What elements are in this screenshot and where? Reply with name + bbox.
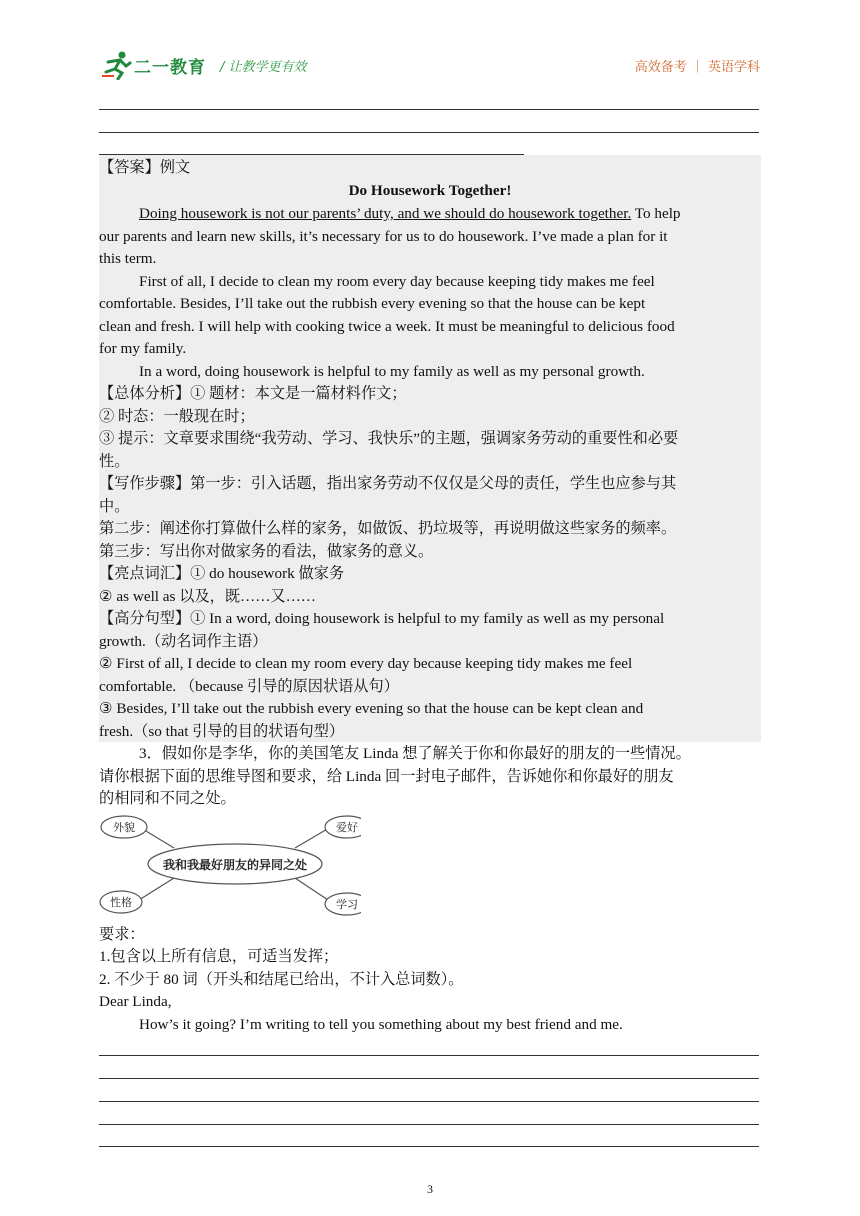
requirement-item: 2. 不少于 80 词（开头和结尾已给出，不计入总词数）。: [99, 971, 464, 988]
analysis-line: 【总体分析】① 题材：本文是一篇材料作文；: [99, 385, 407, 402]
writing-line[interactable]: [99, 1146, 759, 1147]
sentence-pattern-line: ② First of all, I decide to clean my room every day because keeping tidy makes me feel: [99, 655, 633, 672]
essay-paragraph-line: our parents and learn new skills, it’s necessary for us to do housework. I’ve made a plan for it: [99, 228, 668, 245]
question-3-prompt: 的相同和不同之处。: [99, 790, 236, 807]
analysis-line: ② 时态：一般现在时；: [99, 408, 255, 425]
writing-steps-line: 【写作步骤】第一步：引入话题，指出家务劳动不仅仅是父母的责任，学生也应参与其: [99, 475, 677, 492]
runner-logo-icon: [100, 50, 134, 80]
requirement-item: 1.包含以上所有信息，可适当发挥；: [99, 948, 339, 965]
vocabulary-line: ② as well as 以及，既……又……: [99, 588, 316, 605]
writing-line[interactable]: [99, 1124, 759, 1125]
writing-line[interactable]: [99, 1078, 759, 1079]
header-subject: 高效备考 ｜ 英语学科: [634, 60, 760, 75]
essay-paragraph-line: comfortable. Besides, I’ll take out the rubbish every evening so that the house can be kept: [99, 295, 646, 312]
mind-map-label-personality: 性格: [110, 896, 132, 909]
essay-paragraph-line: [99, 204, 801, 224]
topic-sentence: Doing housework is not our parents’ duty, and we should do housework together.: [139, 205, 632, 222]
answer-label: 【答案】例文: [99, 159, 191, 176]
essay-title: Do Housework Together!: [348, 182, 512, 199]
sentence-pattern-line: fresh.（so that 引导的目的状语句型）: [99, 723, 345, 740]
sentence-pattern-line: ③ Besides, I’ll take out the rubbish every evening so that the house can be kept clean and: [99, 700, 644, 717]
letter-greeting: Dear Linda,: [99, 993, 172, 1010]
essay-text: To help: [631, 205, 681, 222]
mind-map-label-appearance: 外貌: [113, 821, 135, 834]
sentence-pattern-line: 【高分句型】① In a word, doing housework is helpful to my family as well as my personal: [99, 610, 665, 627]
page-header: [100, 50, 760, 80]
essay-paragraph-line: for my family.: [99, 340, 187, 357]
mind-map-label-study: 学习: [336, 898, 358, 911]
mind-map-label-hobby: 爱好: [336, 821, 358, 834]
analysis-line: ③ 提示：文章要求围绕“我劳动、学习、我快乐”的主题，强调家务劳动的重要性和必要: [99, 430, 679, 447]
answer-blank-line: [99, 109, 759, 110]
question-3-prompt: 3．假如你是李华，你的美国笔友 Linda 想了解关于你和你最好的朋友的一些情况。: [139, 745, 691, 762]
page-number: 3: [427, 1182, 433, 1196]
analysis-line: 性。: [99, 453, 130, 470]
letter-opening: How’s it going? I’m writing to tell you something about my best friend and me.: [139, 1016, 623, 1033]
sentence-pattern-line: comfortable. （because 引导的原因状语从句）: [99, 678, 399, 695]
writing-steps-line: 中。: [99, 498, 130, 515]
sentence-pattern-line: growth.（动名词作主语）: [99, 633, 268, 650]
mind-map: [99, 812, 361, 922]
essay-paragraph-line: First of all, I decide to clean my room every day because keeping tidy makes me feel: [139, 273, 655, 290]
logo-text: 二一教育: [134, 58, 206, 78]
answer-blank-line: [99, 132, 759, 133]
requirements-label: 要求：: [99, 926, 145, 943]
writing-line[interactable]: [99, 1055, 759, 1056]
writing-steps-line: 第三步：写出你对做家务的看法，做家务的意义。: [99, 543, 434, 560]
question-3-prompt: 请你根据下面的思维导图和要求，给 Linda 回一封电子邮件，告诉她你和你最好的朋友: [99, 768, 674, 785]
vocabulary-line: 【亮点词汇】① do housework 做家务: [99, 565, 345, 582]
essay-paragraph-line: clean and fresh. I will help with cooking twice a week. It must be meaningful to delicious food: [99, 318, 675, 335]
writing-steps-line: 第二步：阐述你打算做什么样的家务，如做饭、扔垃圾等，再说明做这些家务的频率。: [99, 520, 677, 537]
writing-line[interactable]: [99, 1101, 759, 1102]
essay-paragraph-line: this term.: [99, 250, 157, 267]
mind-map-center-label: 我和我最好朋友的异同之处: [162, 858, 308, 872]
essay-paragraph-line: In a word, doing housework is helpful to my family as well as my personal growth.: [139, 363, 645, 380]
header-slogan: / 让教学更有效: [220, 60, 307, 75]
